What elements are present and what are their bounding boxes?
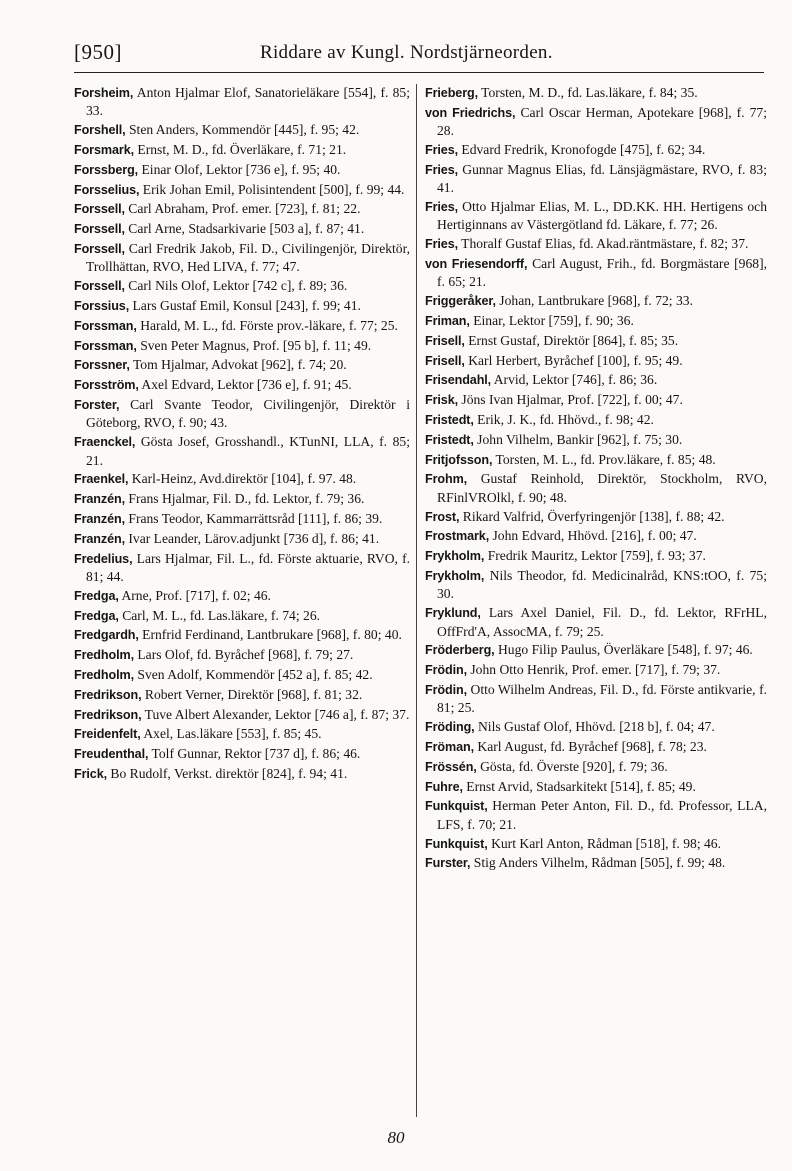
entry-name: Frisk, xyxy=(425,393,458,408)
entry-text: Anton Hjalmar Elof, Sanatorieläkare [554], f. 85; 33. xyxy=(86,85,410,119)
entry xyxy=(425,470,767,506)
column-divider xyxy=(416,84,417,1117)
entry-text: Sven Adolf, Kommendör [452 a], f. 85; 42. xyxy=(133,666,373,682)
entry xyxy=(425,681,767,717)
entry-name: Frisell, xyxy=(425,353,465,368)
entry-name: Frödin, xyxy=(425,682,467,697)
entry-text: Karl August, fd. Byråchef [968], f. 78; 23. xyxy=(473,738,707,754)
entry-text: Otto Wilhelm Andreas, Fil. D., fd. Förste antikvarie, f. 81; 25. xyxy=(437,681,767,716)
entry-name: Franzén, xyxy=(74,511,125,526)
entry xyxy=(425,641,767,659)
entry-name: Fredga, xyxy=(74,588,119,603)
entry-text: Erik, J. K., fd. Hhövd., f. 98; 42. xyxy=(473,411,654,427)
entry-name: Fredgardh, xyxy=(74,628,139,643)
entry xyxy=(425,604,767,640)
entry xyxy=(425,84,767,102)
entry-name: Forsmark, xyxy=(74,143,134,157)
entry-text: Einar, Lektor [759], f. 90; 36. xyxy=(469,313,634,328)
entry xyxy=(425,161,767,197)
entry-name: Fredrikson, xyxy=(74,687,142,702)
entry-name: Frykholm, xyxy=(425,568,485,583)
entry-text: Lars Olof, fd. Byråchef [968], f. 79; 27. xyxy=(133,647,354,663)
entry xyxy=(74,240,410,276)
entry-text: Gösta Josef, Grosshandl., KTunNI, LLA, f. 85; 21. xyxy=(86,434,410,468)
entry-name: Fröderberg, xyxy=(425,643,495,658)
entry xyxy=(425,508,767,526)
entry-text: Arvid, Lektor [746], f. 86; 36. xyxy=(491,372,658,388)
entry xyxy=(74,646,410,664)
entry xyxy=(425,567,767,603)
header-title: Riddare av Kungl. Nordstjärneorden. xyxy=(260,42,553,63)
entry xyxy=(74,337,410,355)
entry-name: Frost, xyxy=(425,509,460,524)
entry xyxy=(425,738,767,756)
entry-name: Frödin, xyxy=(425,663,467,678)
entry xyxy=(425,854,767,872)
entry xyxy=(425,547,767,565)
entry-text: Gustaf Reinhold, Direktör, Stockholm, RVO, RFinlVROlkl, f. 90; 48. xyxy=(437,471,767,505)
entry xyxy=(74,686,410,704)
entry-name: Fredelius, xyxy=(74,551,133,566)
entry-name: Frostmark, xyxy=(425,529,490,544)
entry-text: Tuve Albert Alexander, Lektor [746 a], f. 87; 37. xyxy=(141,706,410,722)
entry-text: Lars Gustaf Emil, Konsul [243], f. 99; 41. xyxy=(129,297,361,313)
entry xyxy=(425,391,767,409)
entry xyxy=(425,141,767,159)
entry-text: Gösta, fd. Överste [920], f. 79; 36. xyxy=(476,758,668,774)
entry-name: Fries, xyxy=(425,162,458,177)
entry-name: Friggeråker, xyxy=(425,294,496,309)
entry-text: Carl Svante Teodor, Civilingenjör, Direktör i Göteborg, RVO, f. 90; 43. xyxy=(86,396,410,431)
entry-name: Fristedt, xyxy=(425,432,474,447)
entry xyxy=(74,490,410,508)
entry-name: Forssius, xyxy=(74,298,130,313)
entry-text: Lars Hjalmar, Fil. L., fd. Förste aktuarie, RVO, f. 81; 44. xyxy=(86,550,410,584)
entry xyxy=(74,550,410,586)
entry xyxy=(74,277,410,295)
page-header xyxy=(74,40,764,70)
entry xyxy=(425,797,767,833)
entry-text: Rikard Valfrid, Överfyringenjör [138], f. 88; 42. xyxy=(459,508,725,524)
entry xyxy=(74,376,410,394)
entry-name: Furster, xyxy=(425,856,471,871)
entry-name: Fries, xyxy=(425,143,458,157)
entry-name: Franzén, xyxy=(74,531,125,546)
entry-name: Freudenthal, xyxy=(74,747,149,762)
entry-text: Karl Herbert, Byråchef [100], f. 95; 49. xyxy=(464,352,683,368)
entry-text: Harald, M. L., fd. Förste prov.-läkare, f. 77; 25. xyxy=(136,317,398,333)
entry-name: Fritjofsson, xyxy=(425,452,493,467)
entry-text: John Edvard, Hhövd. [216], f. 00; 47. xyxy=(489,528,697,544)
entry xyxy=(425,255,767,291)
entry xyxy=(425,198,767,234)
entry-text: Kurt Karl Anton, Rådman [518], f. 98; 46. xyxy=(487,835,721,851)
entry-name: Funkquist, xyxy=(425,836,488,851)
entry xyxy=(74,587,410,605)
entry-text: Edvard Fredrik, Kronofogde [475], f. 62; 34. xyxy=(458,142,706,157)
entry-text: Carl Arne, Stadsarkivarie [503 a], f. 87; 41. xyxy=(124,221,365,237)
entry-name: Fredrikson, xyxy=(74,707,142,722)
entry xyxy=(74,84,410,120)
entry xyxy=(74,433,410,469)
entry-text: Bo Rudolf, Verkst. direktör [824], f. 94; 41. xyxy=(107,765,348,781)
entry-name: Frössén, xyxy=(425,759,477,774)
entry-name: Forssell, xyxy=(74,202,125,217)
entry xyxy=(74,706,410,724)
entry-text: John Otto Henrik, Prof. emer. [717], f. 79; 37. xyxy=(466,662,721,678)
entry xyxy=(74,141,410,159)
entry xyxy=(74,220,410,238)
entry-name: Frick, xyxy=(74,766,107,781)
entry xyxy=(74,607,410,625)
entry xyxy=(425,431,767,449)
entry-name: Fristedt, xyxy=(425,412,474,427)
entry-text: Johan, Lantbrukare [968], f. 72; 33. xyxy=(495,293,693,309)
entry xyxy=(425,527,767,545)
entry-text: Ernst Gustaf, Direktör [864], f. 85; 35. xyxy=(464,332,679,348)
entry-text: Stig Anders Vilhelm, Rådman [505], f. 99; 48. xyxy=(470,855,726,871)
entry xyxy=(74,666,410,684)
entry-name: Fries, xyxy=(425,237,458,252)
entry-name: Forsheim, xyxy=(74,86,134,100)
entry xyxy=(74,510,410,528)
entry-name: Forssman, xyxy=(74,318,137,333)
entry-text: Erik Johan Emil, Polisintendent [500], f. 99; 44. xyxy=(139,181,405,197)
entry-name: Forssberg, xyxy=(74,162,139,177)
entry-name: Freidenfelt, xyxy=(74,727,141,742)
entry xyxy=(74,317,410,335)
entry-name: Fröding, xyxy=(425,720,475,735)
entry-text: Nils Gustaf Olof, Hhövd. [218 b], f. 04; 47. xyxy=(474,719,715,735)
entry xyxy=(74,200,410,218)
entry xyxy=(425,451,767,469)
entry xyxy=(74,297,410,315)
entry-name: Forssell, xyxy=(74,241,125,256)
entry-text: Torsten, M. L., fd. Prov.läkare, f. 85; 48. xyxy=(492,451,716,467)
entry-text: Tom Hjalmar, Advokat [962], f. 74; 20. xyxy=(129,357,347,373)
entry-text: Thoralf Gustaf Elias, fd. Akad.räntmästare, f. 82; 37. xyxy=(458,236,749,252)
entry xyxy=(74,745,410,763)
entry-text: Ernst, M. D., fd. Överläkare, f. 71; 21. xyxy=(134,142,347,157)
entry-text: John Vilhelm, Bankir [962], f. 75; 30. xyxy=(473,431,683,447)
entry xyxy=(425,835,767,853)
entry-name: Forssell, xyxy=(74,222,125,237)
entry-text: Ernst Arvid, Stadsarkitekt [514], f. 85; 49. xyxy=(462,778,696,794)
entry xyxy=(425,235,767,253)
entry-text: Ernfrid Ferdinand, Lantbrukare [968], f. 80; 40. xyxy=(138,627,402,643)
entry-name: Forshell, xyxy=(74,123,126,138)
entry-text: Carl Nils Olof, Lektor [742 c], f. 89; 36. xyxy=(124,278,348,294)
entry-text: Jöns Ivan Hjalmar, Prof. [722], f. 00; 47. xyxy=(458,392,683,408)
entry-text: Carl Abraham, Prof. emer. [723], f. 81; 22. xyxy=(124,201,361,217)
entry-text: Axel Edvard, Lektor [736 e], f. 91; 45. xyxy=(138,377,352,393)
entry xyxy=(74,470,410,488)
entry-name: Fröman, xyxy=(425,739,474,754)
header-rule xyxy=(74,72,764,73)
entry-name: Funkquist, xyxy=(425,799,488,814)
entry-text: Frans Teodor, Kammarrättsråd [111], f. 86; 39. xyxy=(124,510,383,526)
entry-name: Fredga, xyxy=(74,608,119,623)
entry-text: Hugo Filip Paulus, Överläkare [548], f. 97; 46. xyxy=(494,642,753,658)
entry xyxy=(425,411,767,429)
entry-text: Gunnar Magnus Elias, fd. Länsjägmästare, RVO, f. 83; 41. xyxy=(437,161,767,196)
entry-name: Forssell, xyxy=(74,279,125,294)
entry-text: Sten Anders, Kommendör [445], f. 95; 42. xyxy=(125,122,360,138)
entry-name: Frohm, xyxy=(425,472,468,487)
entry-text: Fredrik Mauritz, Lektor [759], f. 93; 37. xyxy=(484,548,706,564)
entry-name: Frisendahl, xyxy=(425,373,492,388)
entry-name: Forsselius, xyxy=(74,182,140,197)
entry xyxy=(425,778,767,796)
entry xyxy=(74,181,410,199)
entry xyxy=(74,530,410,548)
entry-text: Ivar Leander, Lärov.adjunkt [736 d], f. 86; 41. xyxy=(124,530,380,546)
entry xyxy=(425,758,767,776)
entry xyxy=(425,104,767,140)
entry-text: Karl-Heinz, Avd.direktör [104], f. 97. 48. xyxy=(128,471,357,487)
entry-text: Otto Hjalmar Elias, M. L., DD.KK. HH. Hertigens och Hertiginnans av Västergötland fd. Läkare, f. 77; 26. xyxy=(437,199,767,233)
entry xyxy=(425,332,767,350)
entry-name: Franzén, xyxy=(74,492,125,507)
entry-name: Fryklund, xyxy=(425,606,481,621)
entry-text: Robert Verner, Direktör [968], f. 81; 32. xyxy=(141,686,363,702)
entry-text: Tolf Gunnar, Rektor [737 d], f. 86; 46. xyxy=(148,746,361,762)
entry-name: Forsström, xyxy=(74,378,139,393)
entry xyxy=(425,292,767,310)
entry xyxy=(74,356,410,374)
entry xyxy=(425,352,767,370)
entry-text: Nils Theodor, fd. Medicinalråd, KNS:tOO, f. 75; 30. xyxy=(437,567,767,602)
header-page-number: [950] xyxy=(74,40,122,64)
entry-name: Frisell, xyxy=(425,333,465,348)
entry-name: Fraenckel, xyxy=(74,435,136,450)
entry-name: Forssner, xyxy=(74,358,130,373)
entry-text: Herman Peter Anton, Fil. D., fd. Professor, LLA, LFS, f. 70; 21. xyxy=(437,798,767,832)
entry-name: von Friesendorff, xyxy=(425,257,528,271)
entry xyxy=(74,626,410,644)
entry-name: Forssman, xyxy=(74,338,137,353)
entry xyxy=(425,371,767,389)
entry xyxy=(425,718,767,736)
entry-name: von Friedrichs, xyxy=(425,105,516,120)
entry-text: Carl, M. L., fd. Las.läkare, f. 74; 26. xyxy=(118,607,321,623)
entry-text: Torsten, M. D., fd. Las.läkare, f. 84; 35. xyxy=(478,85,698,100)
entry xyxy=(74,121,410,139)
entry-text: Einar Olof, Lektor [736 e], f. 95; 40. xyxy=(138,161,341,177)
entry-name: Fries, xyxy=(425,200,458,214)
entry xyxy=(74,725,410,743)
entry-name: Frykholm, xyxy=(425,549,485,564)
entry xyxy=(74,396,410,432)
entry-text: Carl Fredrik Jakob, Fil. D., Civilingenjör, Direktör, Trollhättan, RVO, Hed LIVA, f. 77; 47. xyxy=(86,240,410,275)
entry xyxy=(425,661,767,679)
entry-name: Fredholm, xyxy=(74,648,134,663)
entry-name: Forster, xyxy=(74,397,120,412)
entry-name: Fredholm, xyxy=(74,667,134,682)
entry-text: Arne, Prof. [717], f. 02; 46. xyxy=(118,587,271,603)
right-column xyxy=(425,84,767,874)
entry xyxy=(74,765,410,783)
entry-text: Carl Oscar Herman, Apotekare [968], f. 77; 28. xyxy=(437,104,767,139)
entry-text: Axel, Las.läkare [553], f. 85; 45. xyxy=(140,726,322,742)
entry xyxy=(425,312,767,330)
entry-name: Fuhre, xyxy=(425,779,463,794)
entry-name: Friman, xyxy=(425,314,470,328)
left-column xyxy=(74,84,410,785)
entry-name: Frieberg, xyxy=(425,86,478,100)
entry-text: Carl August, Frih., fd. Borgmästare [968], f. 65; 21. xyxy=(437,256,767,290)
entry-text: Lars Axel Daniel, Fil. D., fd. Lektor, RFrHL, OffFrd'A, AssocMA, f. 79; 25. xyxy=(437,605,767,639)
entry-text: Sven Peter Magnus, Prof. [95 b], f. 11; 49. xyxy=(136,337,372,353)
entry-text: Frans Hjalmar, Fil. D., fd. Lektor, f. 79; 36. xyxy=(124,491,365,507)
footer-page-number: 80 xyxy=(387,1128,405,1147)
entry xyxy=(74,161,410,179)
entry-name: Fraenkel, xyxy=(74,472,129,487)
